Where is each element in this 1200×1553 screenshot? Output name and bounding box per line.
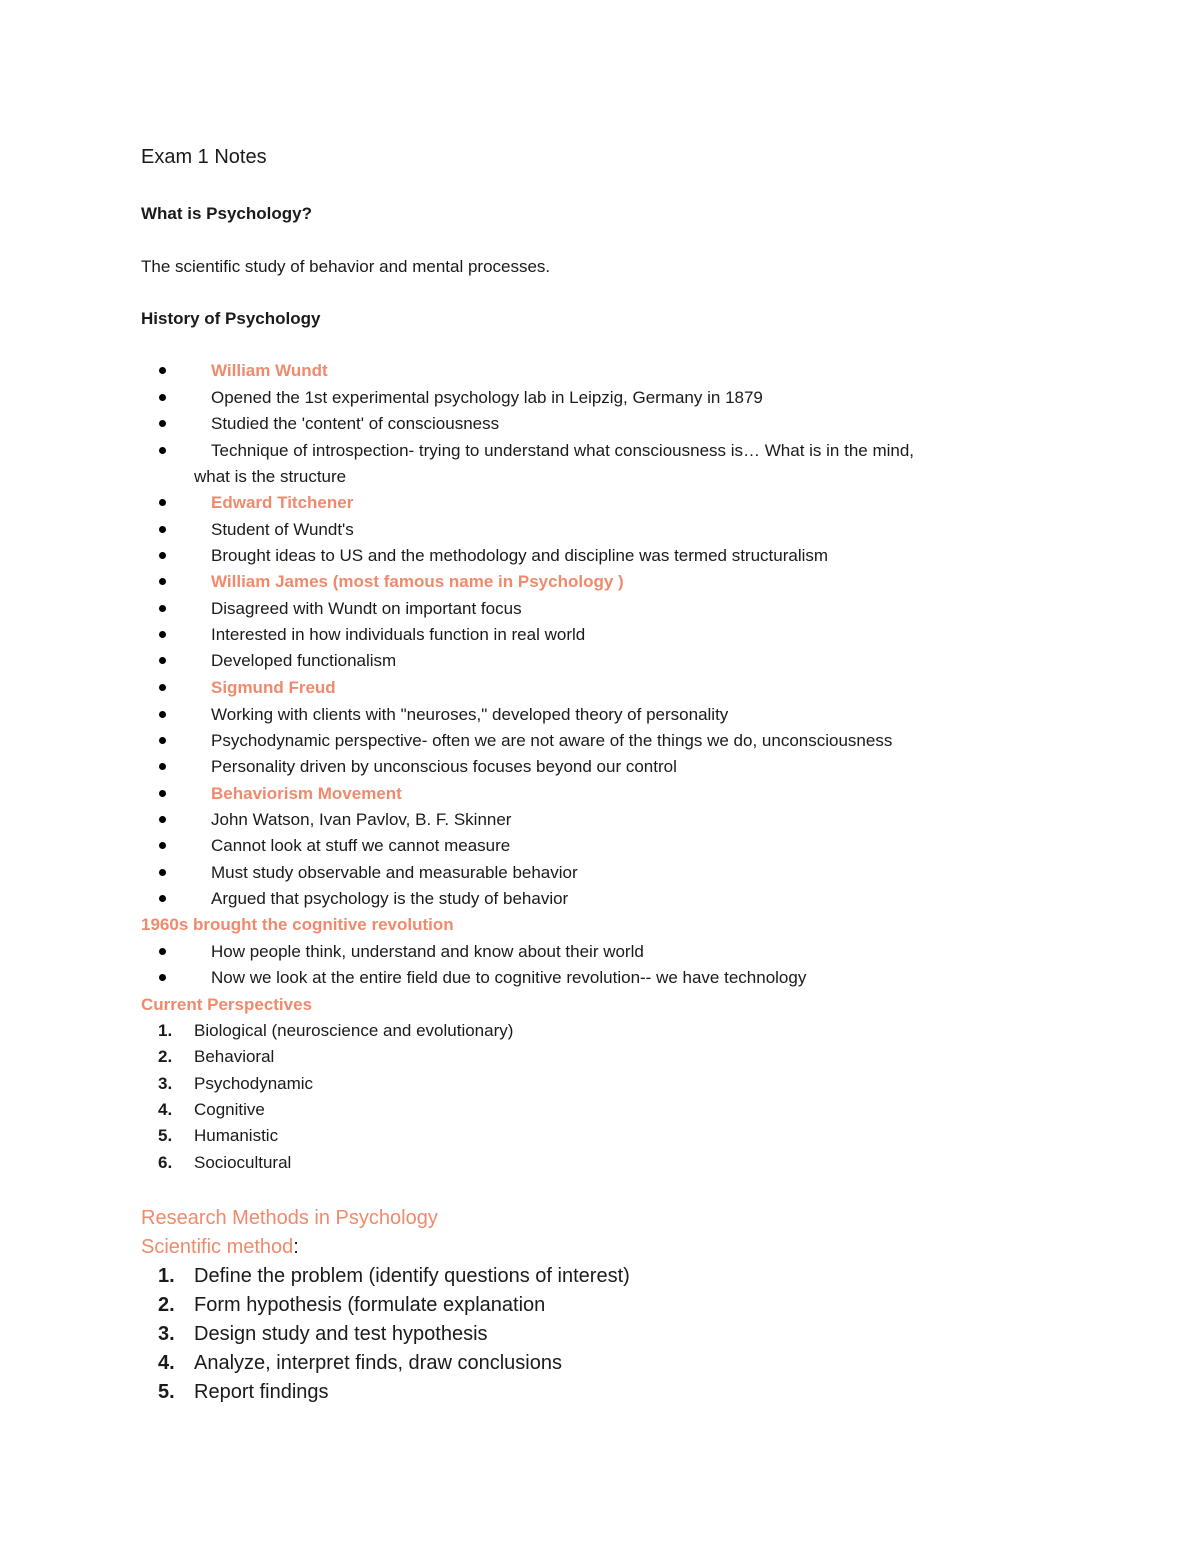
cognitive-list-text: Now we look at the entire field due to cognitive revolution-- we have technology	[211, 968, 807, 987]
history-list-text: Psychodynamic perspective- often we are not aware of the things we do, unconsciousness	[211, 731, 893, 750]
bullet-icon	[159, 974, 166, 981]
history-list-text: Opened the 1st experimental psychology lab in Leipzig, Germany in 1879	[211, 388, 763, 407]
history-subheading: William James (most famous name in Psychology )	[211, 572, 624, 591]
method-step-text: Analyze, interpret finds, draw conclusions	[194, 1352, 562, 1374]
perspective-number: 3.	[158, 1074, 173, 1093]
perspective-number: 1.	[158, 1021, 173, 1040]
perspective-number: 6.	[158, 1153, 173, 1172]
bullet-icon	[159, 420, 166, 427]
perspective-text: Psychodynamic	[194, 1074, 314, 1093]
history-list-text: Developed functionalism	[211, 651, 397, 670]
method-step-text: Form hypothesis (formulate explanation	[194, 1294, 546, 1316]
method-step-number: 4.	[158, 1352, 175, 1374]
history-list-text: Cannot look at stuff we cannot measure	[211, 836, 511, 855]
bullet-icon	[159, 578, 166, 585]
research-methods-heading: Research Methods in Psychology	[141, 1207, 438, 1229]
history-subheading: William Wundt	[211, 361, 328, 380]
perspective-number: 4.	[158, 1100, 173, 1119]
history-list-text: Studied the 'content' of consciousness	[211, 414, 500, 433]
bullet-icon	[159, 657, 166, 664]
bullet-icon	[159, 711, 166, 718]
method-step-text: Design study and test hypothesis	[194, 1323, 488, 1345]
current-perspectives-heading: Current Perspectives	[141, 995, 313, 1014]
history-list-text: Disagreed with Wundt on important focus	[211, 599, 522, 618]
history-list-text: Personality driven by unconscious focuses beyond our control	[211, 757, 677, 776]
bullet-icon	[159, 737, 166, 744]
cognitive-revolution-heading: 1960s brought the cognitive revolution	[141, 915, 454, 934]
history-list-text: John Watson, Ivan Pavlov, B. F. Skinner	[211, 810, 512, 829]
history-list-text-continuation: what is the structure	[194, 467, 347, 486]
history-list-text: Interested in how individuals function in real world	[211, 625, 586, 644]
bullet-icon	[159, 605, 166, 612]
perspective-number: 2.	[158, 1047, 173, 1066]
bullet-icon	[159, 842, 166, 849]
scientific-method-label: Scientific method	[141, 1236, 294, 1258]
bullet-icon	[159, 948, 166, 955]
scientific-method-colon: :	[293, 1236, 299, 1258]
history-list-text: Working with clients with "neuroses," developed theory of personality	[211, 705, 729, 724]
bullet-icon	[159, 763, 166, 770]
method-step-number: 2.	[158, 1294, 175, 1316]
history-list-text: Brought ideas to US and the methodology and discipline was termed structuralism	[211, 546, 829, 565]
what-is-psychology-heading: What is Psychology?	[141, 204, 312, 223]
method-step-number: 3.	[158, 1323, 175, 1345]
cognitive-list-text: How people think, understand and know about their world	[211, 942, 644, 961]
perspective-text: Cognitive	[194, 1100, 265, 1119]
method-step-text: Define the problem (identify questions of interest)	[194, 1265, 630, 1287]
bullet-icon	[159, 499, 166, 506]
bullet-icon	[159, 895, 166, 902]
bullet-icon	[159, 447, 166, 454]
history-heading: History of Psychology	[141, 309, 321, 328]
bullet-icon	[159, 869, 166, 876]
method-step-number: 5.	[158, 1381, 175, 1403]
method-step-text: Report findings	[194, 1381, 329, 1403]
history-subheading: Edward Titchener	[211, 493, 354, 512]
bullet-icon	[159, 367, 166, 374]
history-list-text: Technique of introspection- trying to understand what consciousness is… What is in the mind,	[211, 441, 915, 460]
method-step-number: 1.	[158, 1265, 175, 1287]
psychology-definition: The scientific study of behavior and mental processes.	[141, 257, 551, 276]
bullet-icon	[159, 684, 166, 691]
bullet-icon	[159, 631, 166, 638]
history-subheading: Sigmund Freud	[211, 678, 336, 697]
history-list-text: Argued that psychology is the study of behavior	[211, 889, 569, 908]
perspective-number: 5.	[158, 1126, 173, 1145]
perspective-text: Biological (neuroscience and evolutionary)	[194, 1021, 514, 1040]
bullet-icon	[159, 526, 166, 533]
document-title: Exam 1 Notes	[141, 146, 267, 168]
history-subheading: Behaviorism Movement	[211, 784, 402, 803]
scientific-method-heading	[141, 1234, 299, 1260]
perspective-text: Humanistic	[194, 1126, 279, 1145]
perspective-text: Sociocultural	[194, 1153, 292, 1172]
history-list-text: Must study observable and measurable behavior	[211, 863, 578, 882]
history-list-text: Student of Wundt's	[211, 520, 354, 539]
bullet-icon	[159, 552, 166, 559]
perspective-text: Behavioral	[194, 1047, 275, 1066]
bullet-icon	[159, 816, 166, 823]
bullet-icon	[159, 790, 166, 797]
bullet-icon	[159, 394, 166, 401]
